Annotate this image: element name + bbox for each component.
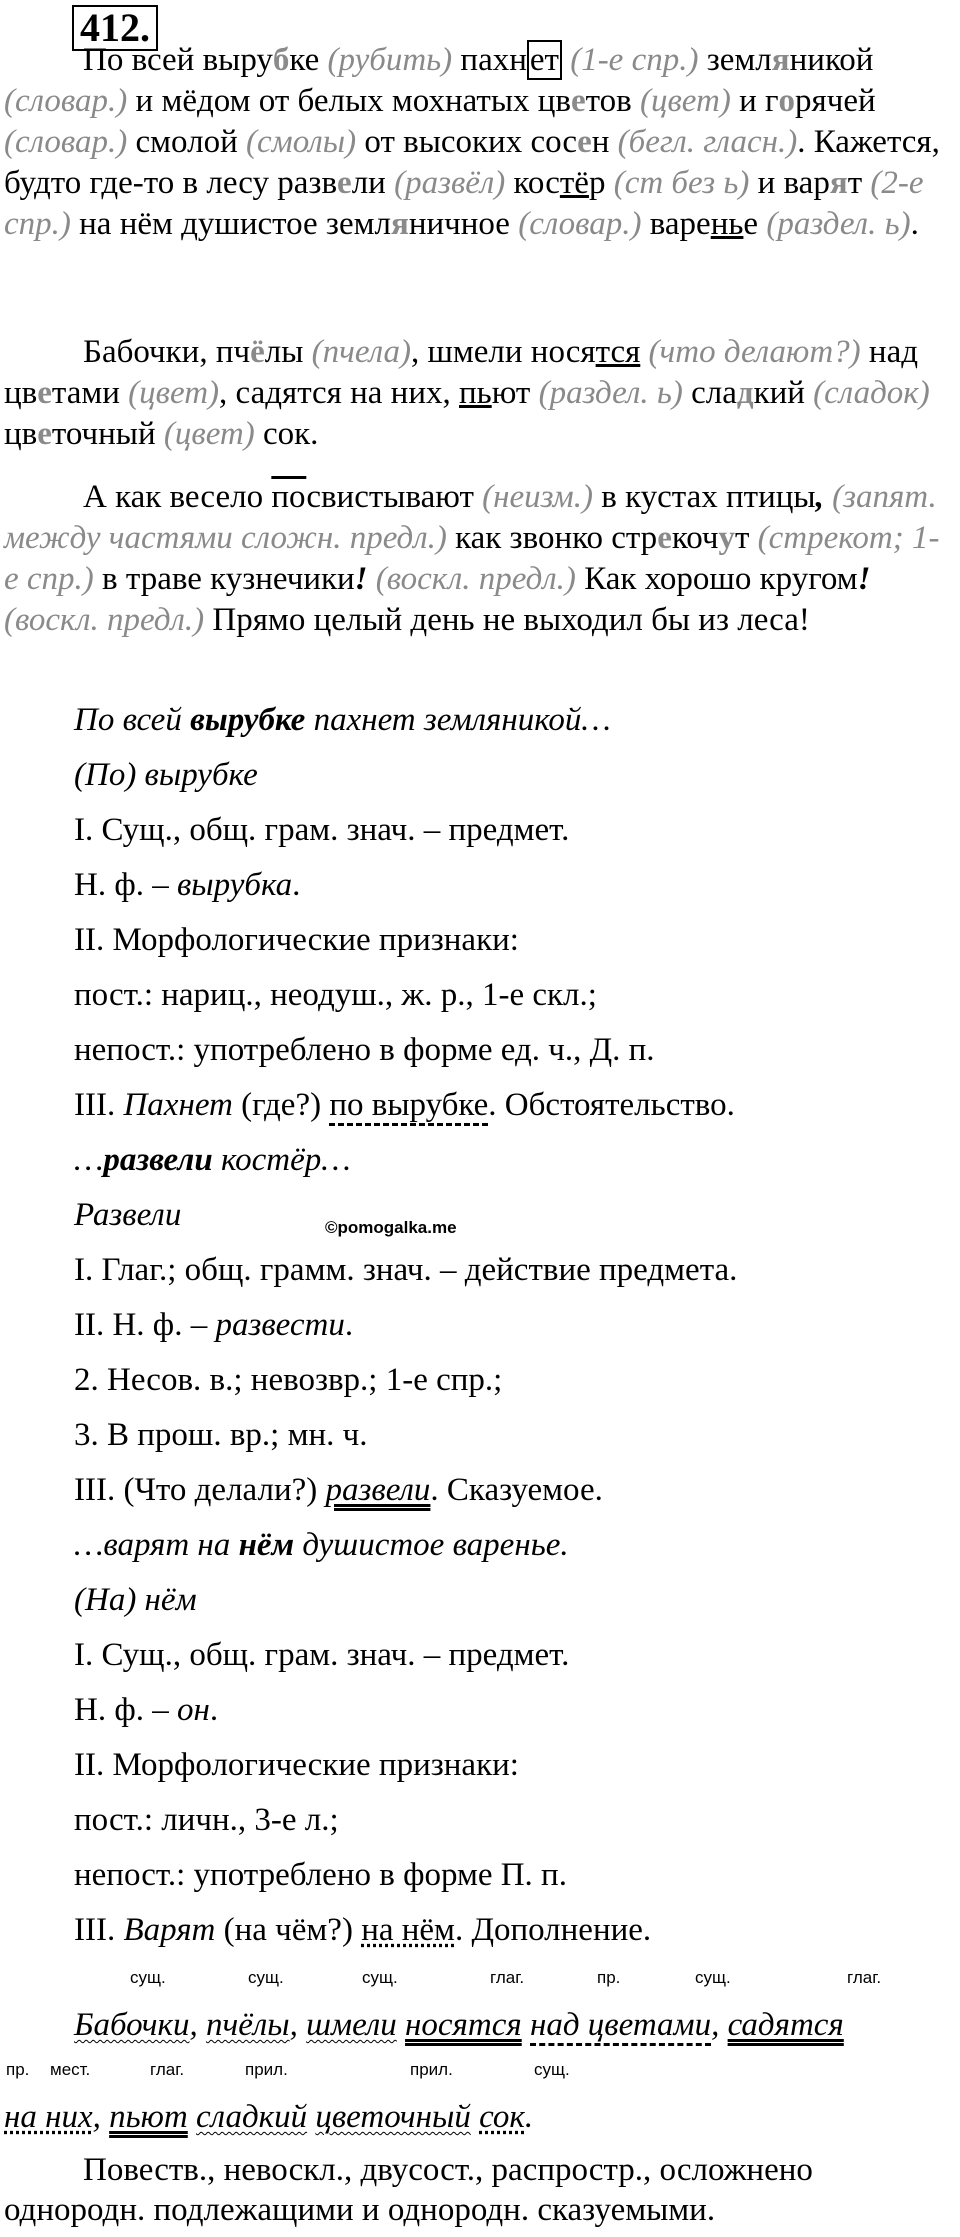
orthogram: е: [577, 124, 592, 160]
text: Как хорошо кругом: [575, 561, 858, 597]
object-underline: на них: [4, 2099, 93, 2135]
note: (рубить): [327, 42, 453, 78]
pos-label: сущ.: [248, 1968, 284, 1987]
note: (пчела): [311, 334, 411, 370]
text: кос: [505, 165, 560, 201]
analyzed-word: развели: [103, 1142, 213, 1178]
analysis-line-18: I. Сущ., общ. грам. знач. – предмет.: [74, 1637, 570, 1673]
pos-label: пр.: [6, 2060, 30, 2079]
text: [640, 334, 648, 370]
text: ке: [289, 42, 328, 78]
text: коч: [671, 520, 719, 556]
analysis-line-8: [74, 1085, 735, 1125]
text: над цв: [4, 334, 919, 411]
analysis-line-20: II. Морфологические признаки:: [74, 1747, 519, 1783]
pos-label: сущ.: [695, 1968, 731, 1987]
text: н: [591, 124, 618, 160]
analysis-line-12: [74, 1305, 353, 1345]
subject-underline: шмели: [306, 2007, 397, 2043]
punctuation-mark: ,: [815, 479, 824, 515]
text: А как весело: [83, 479, 272, 515]
pos-label: мест.: [50, 2060, 91, 2079]
analysis-line-2: (По) вырубке: [74, 757, 258, 793]
analysis-line-19: [74, 1690, 218, 1730]
text: Пахнет: [123, 1087, 233, 1123]
text: смолой: [127, 124, 247, 160]
note: (воскл. предл.): [367, 561, 576, 597]
text: [397, 2007, 405, 2043]
note: (раздел. ь): [766, 206, 911, 242]
text: III.: [74, 1912, 124, 1948]
text: пахн: [452, 42, 527, 78]
conclusion: Повеств., невоскл., двусост., распростр., осложнено однородн. подлежащими и однородн. сказуемыми.: [4, 2152, 813, 2228]
analysis-line-16: [74, 1525, 569, 1565]
text: вырубка: [176, 867, 293, 903]
exercise-number-box: 412.: [72, 5, 158, 51]
text: III.: [74, 1087, 124, 1123]
analysis-line-6: пост.: нариц., неодуш., ж. р., 1-е скл.;: [74, 977, 597, 1013]
text: II. Н. ф. –: [74, 1307, 216, 1343]
text: свистывают: [306, 479, 483, 515]
predicate-underline: пьют: [109, 2099, 188, 2135]
analysis-line-11: I. Глаг.; общ. грамм. знач. – действие предмета.: [74, 1252, 738, 1288]
text: в кустах птицы: [592, 479, 816, 515]
text: т: [734, 520, 758, 556]
text: душистое варенье.: [294, 1527, 569, 1563]
text: ют: [491, 375, 539, 411]
text: ничное: [408, 206, 519, 242]
watermark: ©pomogalka.me: [325, 1218, 457, 1237]
paragraph-2: [4, 332, 944, 455]
circumstance-underline: по вырубке: [329, 1087, 488, 1126]
analyzed-word: нём: [238, 1527, 295, 1563]
orthogram-underlined: тся: [595, 334, 641, 370]
note: (словар.): [4, 83, 128, 119]
pos-label: сущ.: [362, 1968, 398, 1987]
note: (2-е спр.): [4, 165, 924, 242]
note: (смолы): [246, 124, 357, 160]
subject-underline: пчёлы: [205, 2007, 290, 2043]
orthogram: я: [829, 165, 848, 201]
text: развести: [215, 1307, 345, 1343]
text: [522, 2007, 530, 2043]
orthogram: я: [771, 42, 790, 78]
pos-label: прил.: [245, 2060, 288, 2079]
prefix-mark: по: [271, 479, 307, 515]
text: ли: [351, 165, 395, 201]
text: .: [292, 867, 301, 903]
note: (1-е спр.): [561, 42, 699, 78]
text: и мёдом от белых мохнатых цв: [127, 83, 571, 119]
text: …варят на: [74, 1527, 239, 1563]
pos-label: прил.: [410, 2060, 453, 2079]
paragraph-1: [4, 40, 944, 245]
orthogram: е: [657, 520, 672, 556]
text: сок.: [254, 416, 319, 452]
text: и г: [730, 83, 779, 119]
analysis-line-23: [74, 1910, 651, 1950]
text: . Сказуемое.: [430, 1472, 603, 1508]
text: тов: [585, 83, 640, 119]
pos-label: сущ.: [130, 1968, 166, 1987]
orthogram: е: [37, 375, 52, 411]
text: в траве кузнечики: [93, 561, 355, 597]
pos-label: глаг.: [150, 2060, 185, 2079]
punctuation-mark: !: [857, 561, 871, 597]
text: точный: [51, 416, 164, 452]
orthogram-underlined: тё: [559, 165, 589, 201]
orthogram-underlined: пь: [458, 375, 492, 411]
pos-label: сущ.: [534, 2060, 570, 2079]
predicate-underline: носятся: [405, 2007, 522, 2043]
circumstance-underline: над цветами: [530, 2007, 711, 2046]
text: е: [743, 206, 767, 242]
text: , шмели нося: [410, 334, 596, 370]
text: . Обстоятельство.: [488, 1087, 735, 1123]
text: никой: [789, 42, 874, 78]
analysis-line-4: [74, 865, 300, 905]
text: Н. ф. –: [74, 867, 177, 903]
text: он: [176, 1692, 210, 1728]
orthogram: о: [778, 83, 796, 119]
text: Варят: [123, 1912, 216, 1948]
text: ,: [711, 2007, 728, 2043]
text: …: [74, 1142, 104, 1178]
orthogram: б: [272, 42, 290, 78]
text: Бабочки, пч: [83, 334, 251, 370]
paragraph-3: [4, 477, 944, 641]
orthogram: я: [390, 206, 409, 242]
text: , садятся на них,: [219, 375, 459, 411]
note: (неизм.): [482, 479, 593, 515]
analysis-line-9: [74, 1140, 351, 1180]
text: ,: [189, 2007, 206, 2043]
ending-box: ет: [527, 40, 562, 80]
object-underline: на нём: [361, 1912, 455, 1948]
analysis-line-13: 2. Несов. в.; невозвр.; 1-е спр.;: [74, 1362, 503, 1398]
text: . Дополнение.: [454, 1912, 652, 1948]
analysis-line-3: I. Сущ., общ. грам. знач. – предмет.: [74, 812, 570, 848]
parsed-sentence-line-2: [4, 2097, 533, 2137]
text: По всей: [74, 702, 191, 738]
text: цв: [4, 416, 38, 452]
text: лы: [264, 334, 312, 370]
analysis-line-17: (На) нём: [74, 1582, 197, 1618]
text: т: [847, 165, 871, 201]
text: земл: [698, 42, 772, 78]
note: (цвет): [163, 416, 255, 452]
text: . Кажется, будто где-то в лесу разв: [4, 124, 940, 201]
analysis-line-21: пост.: личн., 3-е л.;: [74, 1802, 339, 1838]
text: ,: [92, 2099, 110, 2135]
attribute-underline: сладкий: [196, 2099, 308, 2135]
text: .: [209, 1692, 219, 1728]
text: .: [910, 206, 919, 242]
orthogram: ё: [250, 334, 265, 370]
note: (сладок): [813, 375, 930, 411]
analysis-line-10: Развели: [74, 1197, 182, 1233]
text: как звонко стр: [446, 520, 658, 556]
note: (развёл): [394, 165, 506, 201]
text: пахнет земляникой…: [305, 702, 611, 738]
text: [471, 2099, 479, 2135]
note: (словар.): [518, 206, 642, 242]
orthogram: е: [571, 83, 586, 119]
subject-underline: Бабочки: [74, 2007, 190, 2043]
note: (запят. между частями сложн. предл.): [4, 479, 937, 556]
text: кий: [753, 375, 814, 411]
text: (на чём?): [215, 1912, 362, 1948]
note: (ст без ь): [613, 165, 750, 201]
punctuation-mark: !: [354, 561, 368, 597]
text: р: [588, 165, 614, 201]
text: ,: [289, 2007, 307, 2043]
analysis-line-5: II. Морфологические признаки:: [74, 922, 519, 958]
note: (стрекот; 1-е спр.): [4, 520, 940, 597]
note: (воскл. предл.): [4, 602, 205, 638]
text: [188, 2099, 196, 2135]
text: костёр…: [212, 1142, 351, 1178]
note: (цвет): [128, 375, 220, 411]
orthogram-underlined: нь: [710, 206, 744, 242]
note: (раздел. ь): [538, 375, 683, 411]
predicate-underline: садятся: [727, 2007, 844, 2043]
predicate-underline: развели: [325, 1472, 431, 1508]
text: тами: [51, 375, 129, 411]
text: сла: [682, 375, 737, 411]
text: варе: [641, 206, 711, 242]
attribute-underline: цветочный: [315, 2099, 471, 2135]
note: (что делают?): [648, 334, 861, 370]
text: III. (Что делали?): [74, 1472, 326, 1508]
text: .: [344, 1307, 354, 1343]
orthogram: д: [736, 375, 754, 411]
object-underline: сок: [479, 2099, 525, 2135]
note: (бегл. гласн.): [617, 124, 798, 160]
pos-label: пр.: [597, 1968, 621, 1987]
text: рячей: [795, 83, 876, 119]
text: По всей выру: [83, 42, 273, 78]
analysis-line-15: [74, 1470, 603, 1510]
text: на нём душистое земл: [70, 206, 391, 242]
text: (где?): [232, 1087, 330, 1123]
analysis-line-22: непост.: употреблено в форме П. п.: [74, 1857, 567, 1893]
analyzed-word: вырубке: [190, 702, 306, 738]
orthogram: е: [37, 416, 52, 452]
analysis-line-7: непост.: употреблено в форме ед. ч., Д. п.: [74, 1032, 655, 1068]
text: .: [524, 2099, 534, 2135]
text: и вар: [749, 165, 830, 201]
orthogram: у: [718, 520, 735, 556]
text: Н. ф. –: [74, 1692, 177, 1728]
text: Прямо целый день не выходил бы из леса!: [204, 602, 810, 638]
analysis-line-1: [74, 700, 611, 740]
parsed-sentence-line-1: [74, 2005, 844, 2045]
text: от высоких сос: [356, 124, 578, 160]
note: (цвет): [639, 83, 731, 119]
note: (словар.): [4, 124, 128, 160]
pos-label: глаг.: [847, 1968, 882, 1987]
orthogram: е: [337, 165, 352, 201]
pos-label: глаг.: [490, 1968, 525, 1987]
analysis-line-14: 3. В прош. вр.; мн. ч.: [74, 1417, 368, 1453]
